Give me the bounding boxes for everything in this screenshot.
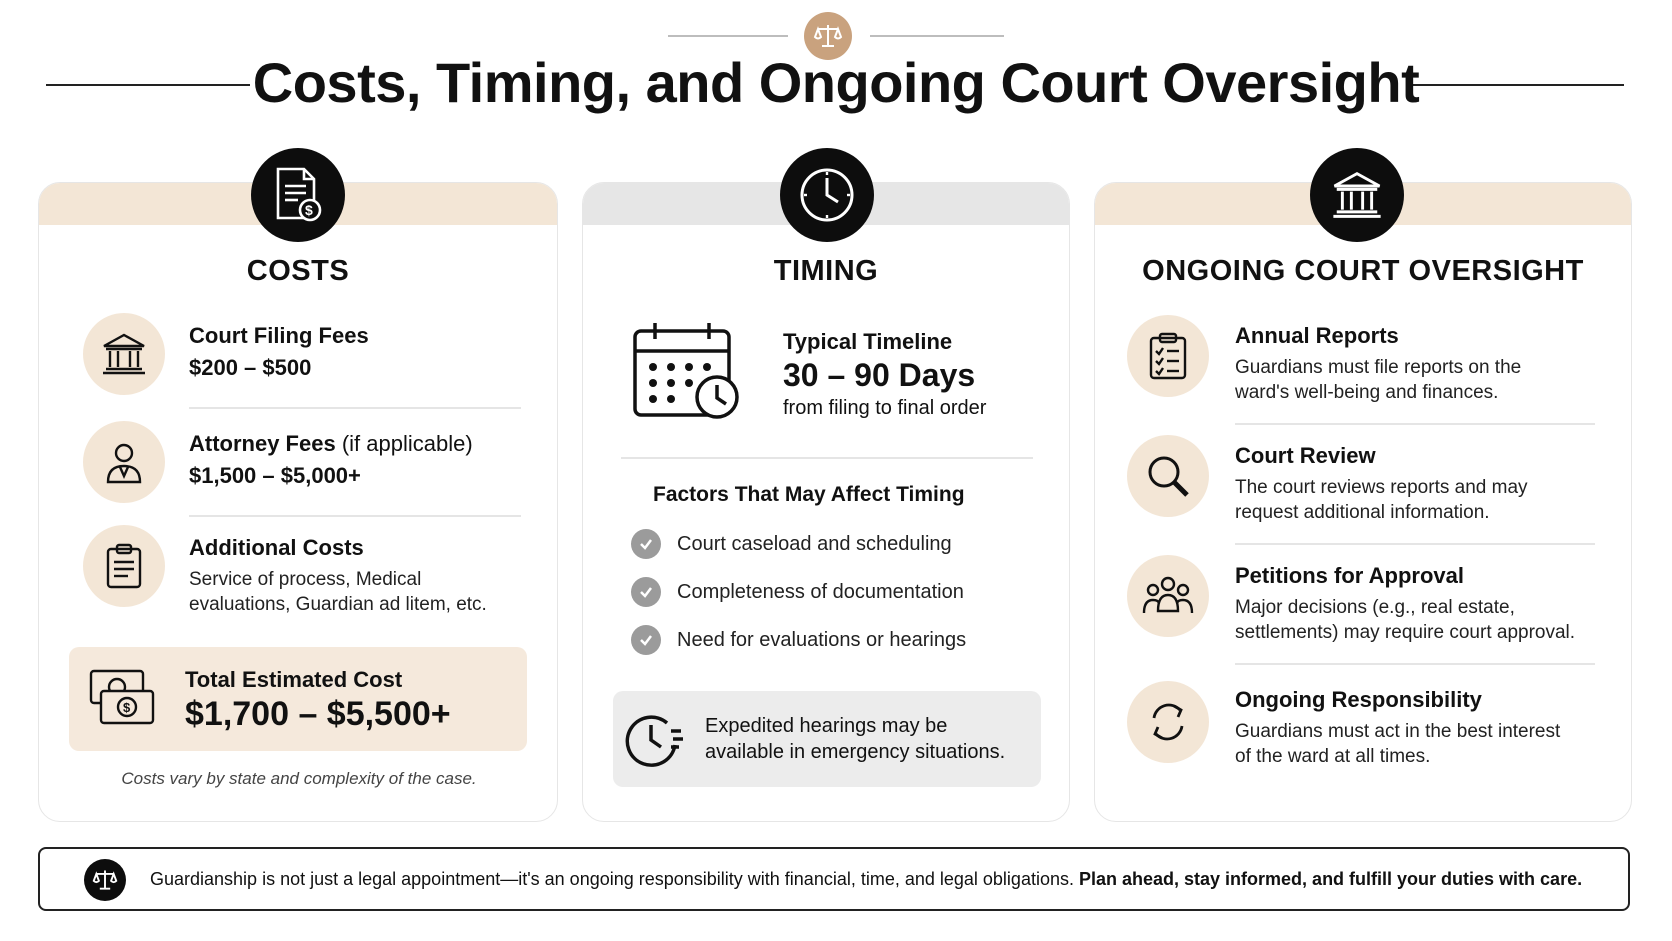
clock-icon [780, 148, 874, 242]
group-icon [1127, 555, 1209, 637]
scales-icon [84, 859, 126, 901]
factor-item: Court caseload and scheduling [677, 533, 952, 555]
attorney-icon [83, 421, 165, 503]
svg-text:$: $ [123, 700, 131, 715]
cycle-icon [1127, 681, 1209, 763]
court-review-desc-1: The court reviews reports and may [1235, 477, 1528, 498]
oversight-heading: ONGOING COURT OVERSIGHT [1142, 255, 1584, 287]
page-title: Costs, Timing, and Ongoing Court Oversight [252, 51, 1420, 114]
court-review-desc-2: request additional information. [1235, 502, 1490, 523]
calendar-clock-icon [631, 321, 743, 426]
filing-fees-value: $200 – $500 [189, 355, 312, 380]
footer-text: Guardianship is not just a legal appointment—it's an ongoing responsibility with financial, time, and legal obligations. Plan ahead, stay informed, and fulfill your duties with care. [150, 869, 1583, 889]
clipboard-icon [83, 525, 165, 607]
check-icon [631, 577, 661, 607]
costs-card [38, 182, 558, 822]
check-icon [631, 529, 661, 559]
total-cost-box [69, 647, 527, 751]
fast-clock-icon [623, 709, 687, 774]
factor-item: Need for evaluations or hearings [677, 629, 967, 651]
title-row [0, 50, 1672, 120]
ongoing-responsibility-desc-2: of the ward at all times. [1235, 746, 1431, 767]
timeline-value: 30 – 90 Days [783, 357, 976, 393]
svg-text:$: $ [305, 202, 313, 218]
footer-banner [38, 847, 1630, 911]
courthouse-icon [83, 313, 165, 395]
magnifier-icon [1127, 435, 1209, 517]
money-icon [87, 667, 157, 734]
timing-heading: TIMING [773, 255, 879, 287]
costs-note: Costs vary by state and complexity of the case. [121, 769, 477, 788]
oversight-card [1094, 182, 1632, 822]
annual-reports-desc-2: ward's well-being and finances. [1235, 382, 1499, 403]
checklist-icon [1127, 315, 1209, 397]
courthouse-icon [1310, 148, 1404, 242]
expedited-line-1: Expedited hearings may be [705, 715, 948, 737]
check-icon [631, 625, 661, 655]
ongoing-responsibility-title: Ongoing Responsibility [1235, 687, 1482, 712]
expedited-line-2: available in emergency situations. [705, 741, 1006, 763]
ongoing-responsibility-desc-1: Guardians must act in the best interest [1235, 721, 1561, 742]
additional-costs-title: Additional Costs [189, 535, 364, 560]
court-review-title: Court Review [1235, 443, 1376, 468]
timing-card [582, 182, 1070, 822]
factors-heading: Factors That May Affect Timing [653, 483, 965, 506]
filing-fees-title: Court Filing Fees [189, 323, 369, 348]
total-cost-label: Total Estimated Cost [185, 667, 403, 692]
factor-item: Completeness of documentation [677, 581, 964, 603]
attorney-fees-title: Attorney Fees (if applicable) [189, 431, 473, 456]
petitions-desc-2: settlements) may require court approval. [1235, 622, 1576, 643]
document-dollar-icon [251, 148, 345, 242]
petitions-desc-1: Major decisions (e.g., real estate, [1235, 597, 1515, 618]
additional-costs-desc-1: Service of process, Medical [189, 569, 422, 590]
timeline-sub: from filing to final order [783, 397, 987, 419]
total-cost-value: $1,700 – $5,500+ [185, 695, 451, 733]
attorney-fees-value: $1,500 – $5,000+ [189, 463, 361, 488]
annual-reports-title: Annual Reports [1235, 323, 1399, 348]
expedited-box [613, 691, 1041, 787]
annual-reports-desc-1: Guardians must file reports on the [1235, 357, 1522, 378]
petitions-title: Petitions for Approval [1235, 563, 1464, 588]
additional-costs-desc-2: evaluations, Guardian ad litem, etc. [189, 594, 487, 615]
costs-heading: COSTS [246, 255, 350, 287]
timeline-label: Typical Timeline [783, 329, 953, 354]
